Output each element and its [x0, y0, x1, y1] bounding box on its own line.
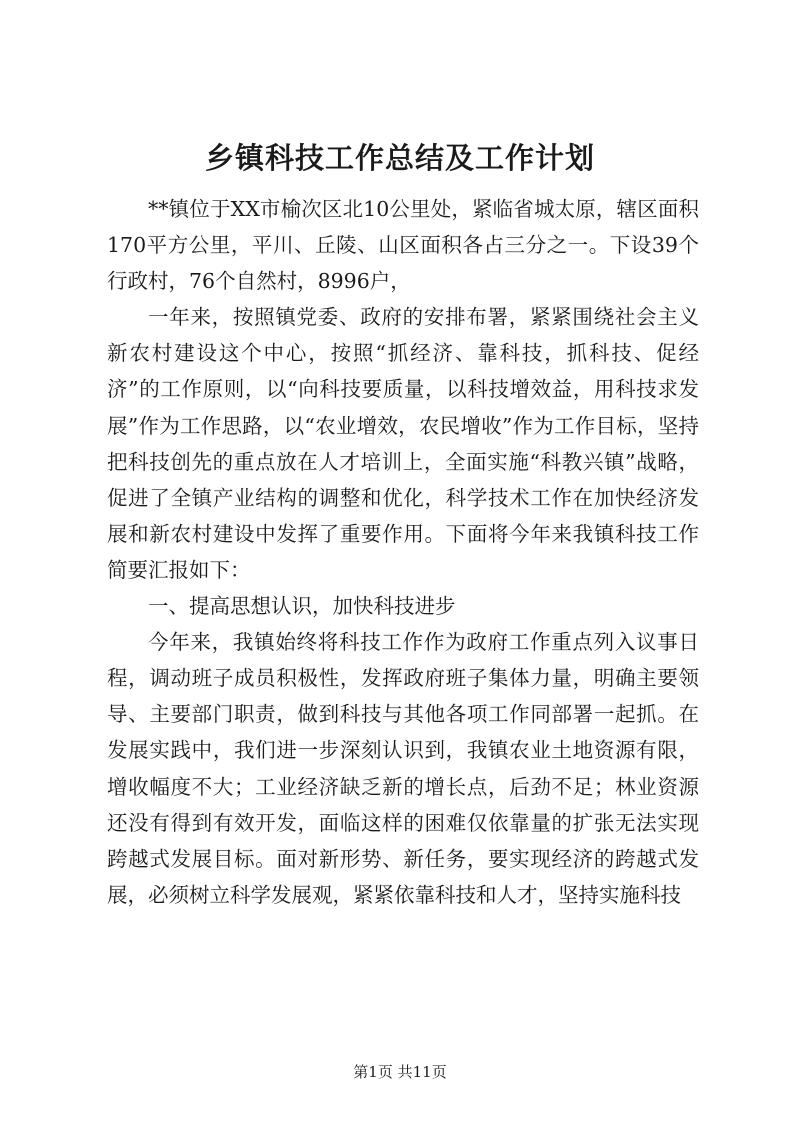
document-body: [107, 191, 699, 913]
paragraph-section-1: 今年来，我镇始终将科技工作作为政府工作重点列入议事日程，调动班子成员积极性，发挥政府班子集体力量，明确主要领导、主要部门职责，做到科技与其他各项工作同部署一起抓。在发展实践中，我们进一步深刻认识到，我镇农业土地资源有限，增收幅度不大；工业经济缺乏新的增长点，后劲不足；林业资源还没有得到有效开发，面临这样的困难仅依靠量的扩张无法实现跨越式发展目标。面对新形势、新任务，要实现经济的跨越式发展，必须树立科学发展观，紧紧依靠科技和人才，坚持实施科技: [107, 630, 699, 907]
paragraph-overview: 一年来，按照镇党委、政府的安排布署，紧紧围绕社会主义新农村建设这个中心，按照“抓经济、靠科技，抓科技、促经济”的工作原则，以“向科技要质量，以科技增效益，用科技求发展”作为工作思路，以“农业增效，农民增收”作为工作目标，坚持把科技创先的重点放在人才培训上，全面实施“科教兴镇”战略，促进了全镇产业结构的调整和优化，科学技术工作在加快经济发展和新农村建设中发挥了重要作用。下面将今年来我镇科技工作简要汇报如下：: [107, 305, 699, 582]
paragraph-intro: **镇位于XX市榆次区北10公里处，紧临省城太原，辖区面积170平方公里，平川、丘陵、山区面积各占三分之一。下设39个行政村，76个自然村，8996户，: [107, 197, 699, 294]
document-title: 乡镇科技工作总结及工作计划: [204, 141, 595, 175]
section-heading-1: 一、提高思想认识，加快科技进步: [148, 594, 456, 619]
page-footer: 第1页 共11页: [353, 1063, 447, 1081]
